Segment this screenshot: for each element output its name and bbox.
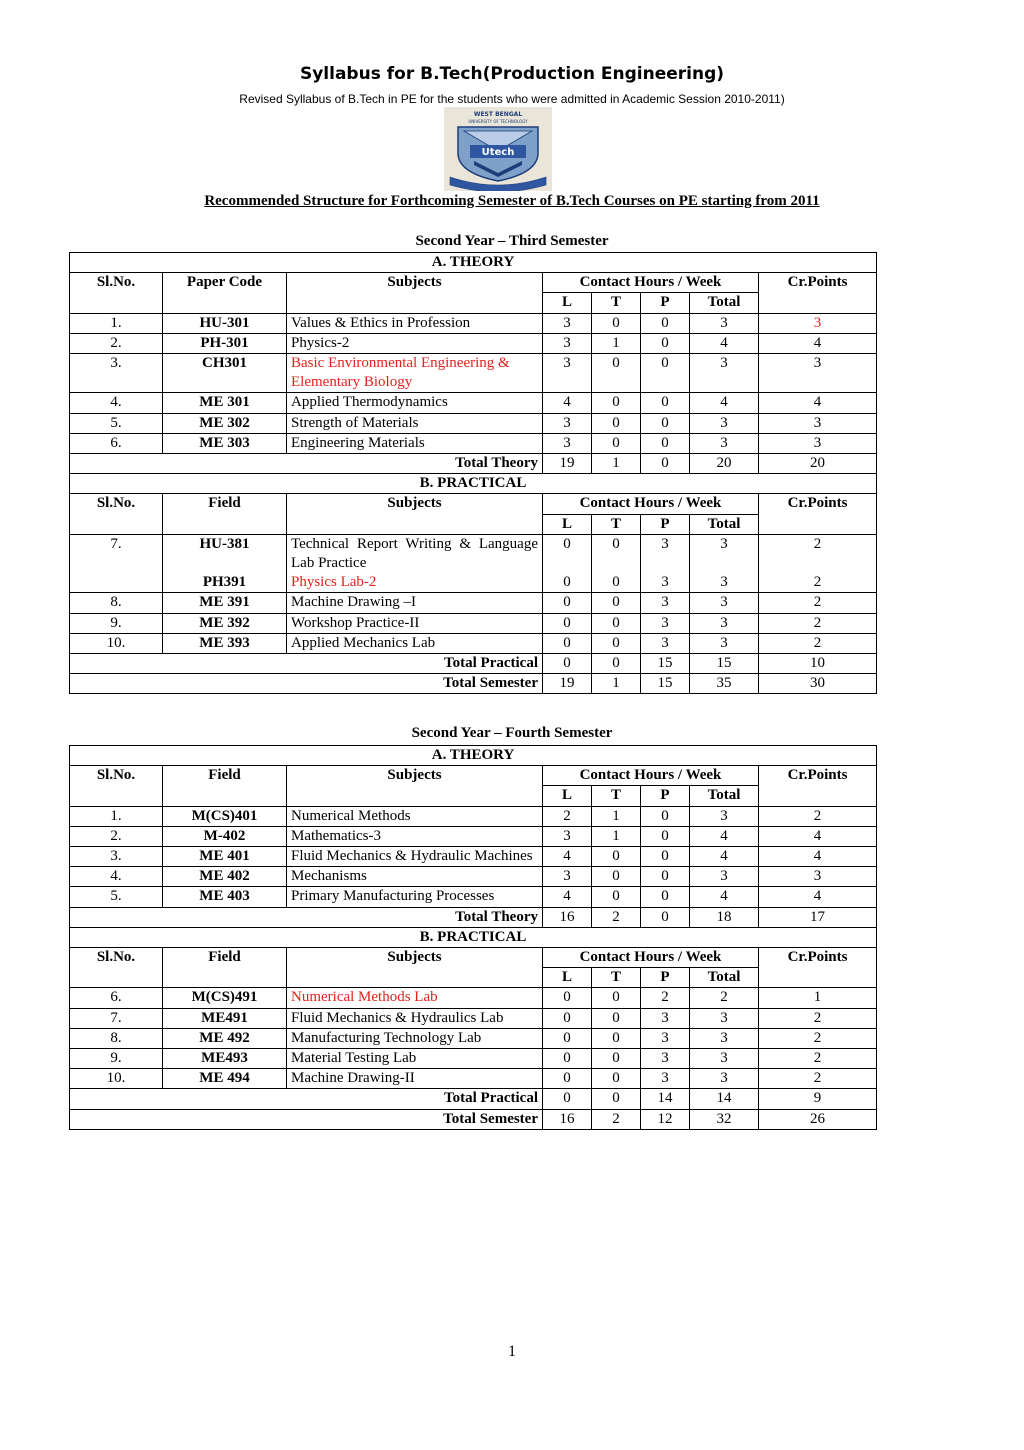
total-practical-row [70,1089,877,1109]
row-p: 3 [641,573,690,593]
row-p: 0 [641,313,690,333]
row-subject: Basic Environmental Engineering & Elementary Biology [287,354,543,393]
row-l: 4 [543,847,592,867]
header-subjects: Subjects [287,273,543,313]
row-p: 3 [641,1028,690,1048]
row-l: 0 [543,1008,592,1028]
header-cr-points: Cr.Points [759,273,877,313]
table-row [70,847,877,867]
row-l: 0 [543,1049,592,1069]
table-row [70,333,877,353]
table-row [70,988,877,1008]
row-code: ME 302 [163,413,287,433]
row-cr: 2 [759,593,877,613]
row-t: 0 [592,847,641,867]
row-code: ME 392 [163,613,287,633]
row-subject: Strength of Materials [287,413,543,433]
row-l: 3 [543,433,592,453]
row-subject: Workshop Practice-II [287,613,543,633]
row-p: 3 [641,613,690,633]
table-row [70,1049,877,1069]
total-total: 35 [690,674,759,694]
table-row [70,613,877,633]
row-l: 0 [543,1028,592,1048]
table-row [70,393,877,413]
header-p: P [641,786,690,806]
total-total: 18 [690,907,759,927]
row-code: ME 401 [163,847,287,867]
row-cr: 2 [759,1008,877,1028]
row-p: 0 [641,433,690,453]
page-title: Syllabus for B.Tech(Production Engineering) [299,64,725,84]
table-header-row [70,494,877,514]
table-row [70,867,877,887]
row-p: 0 [641,887,690,907]
total-p: 12 [641,1109,690,1129]
total-theory-row [70,454,877,474]
row-subject: Machine Drawing –I [287,593,543,613]
row-cr: 1 [759,988,877,1008]
row-l: 2 [543,806,592,826]
header-p: P [641,968,690,988]
row-t: 0 [592,593,641,613]
row-total: 3 [690,573,759,593]
header-total: Total [690,293,759,313]
header-subjects: Subjects [287,494,543,534]
total-cr: 26 [759,1109,877,1129]
total-p: 15 [641,674,690,694]
total-total: 15 [690,654,759,674]
header-l: L [543,514,592,534]
row-total: 3 [690,1028,759,1048]
row-cr: 3 [759,433,877,453]
row-p: 0 [641,826,690,846]
row-subject: Applied Mechanics Lab [287,633,543,653]
row-cr: 4 [759,826,877,846]
section-heading: Recommended Structure for Forthcoming Semester of B.Tech Courses on PE starting from 2011 [204,193,820,209]
row-total: 2 [690,988,759,1008]
row-t: 1 [592,826,641,846]
header-slno: Sl.No. [70,948,163,988]
row-cr: 2 [759,573,877,593]
header-t: T [592,514,641,534]
table-header-row [70,766,877,786]
row-p: 0 [641,393,690,413]
total-total: 20 [690,454,759,474]
header-slno: Sl.No. [70,494,163,534]
header-l: L [543,293,592,313]
row-t: 0 [592,534,641,573]
row-subject: Physics-2 [287,333,543,353]
row-l: 3 [543,333,592,353]
row-t: 0 [592,433,641,453]
row-t: 0 [592,573,641,593]
table-row [70,633,877,653]
header-p: P [641,293,690,313]
header-t: T [592,293,641,313]
row-slno: 4. [70,393,163,413]
row-slno: 6. [70,433,163,453]
total-t: 1 [592,674,641,694]
row-subject: Numerical Methods Lab [287,988,543,1008]
row-slno: 3. [70,354,163,393]
total-t: 2 [592,907,641,927]
row-p: 3 [641,593,690,613]
row-code: ME493 [163,1049,287,1069]
row-total: 3 [690,867,759,887]
row-l: 3 [543,826,592,846]
row-t: 0 [592,413,641,433]
total-practical-row [70,654,877,674]
row-l: 0 [543,534,592,573]
row-subject: Engineering Materials [287,433,543,453]
header-t: T [592,786,641,806]
practical-label: B. PRACTICAL [70,474,877,494]
row-subject: Primary Manufacturing Processes [287,887,543,907]
row-slno: 9. [70,1049,163,1069]
total-semester-row [70,1109,877,1129]
row-t: 0 [592,1028,641,1048]
row-total: 3 [690,1008,759,1028]
row-subject: Applied Thermodynamics [287,393,543,413]
row-slno: 1. [70,313,163,333]
row-cr: 3 [759,413,877,433]
row-p: 3 [641,534,690,573]
table-row [70,826,877,846]
row-code: ME491 [163,1008,287,1028]
header-t: T [592,968,641,988]
row-slno: 1. [70,806,163,826]
row-total: 4 [690,887,759,907]
row-cr: 4 [759,333,877,353]
row-slno: 4. [70,867,163,887]
row-l: 0 [543,633,592,653]
row-l: 0 [543,988,592,1008]
row-code: PH391 [163,573,287,593]
row-p: 3 [641,1008,690,1028]
header-cr-points: Cr.Points [759,948,877,988]
table-row [70,433,877,453]
header-subjects: Subjects [287,948,543,988]
row-t: 0 [592,313,641,333]
header-contact-hours: Contact Hours / Week [543,273,759,293]
row-cr: 2 [759,1069,877,1089]
row-t: 0 [592,613,641,633]
row-l: 0 [543,1069,592,1089]
total-t: 2 [592,1109,641,1129]
row-total: 4 [690,333,759,353]
theory-label: A. THEORY [70,253,877,273]
table-row [70,1028,877,1048]
row-p: 2 [641,988,690,1008]
header-contact-hours: Contact Hours / Week [543,494,759,514]
row-subject: Manufacturing Technology Lab [287,1028,543,1048]
total-p: 0 [641,454,690,474]
row-subject: Technical Report Writing & Language Lab Practice [287,534,543,573]
row-t: 0 [592,393,641,413]
theory-label-row [70,253,877,273]
row-slno: 10. [70,1069,163,1089]
header-total: Total [690,968,759,988]
row-code: ME 492 [163,1028,287,1048]
row-p: 0 [641,413,690,433]
row-total: 3 [690,806,759,826]
total-theory-label: Total Theory [70,454,543,474]
header-subjects: Subjects [287,766,543,806]
row-p: 3 [641,1069,690,1089]
header-total: Total [690,514,759,534]
table-row [70,534,877,573]
row-code: ME 494 [163,1069,287,1089]
row-subject: Values & Ethics in Profession [287,313,543,333]
practical-label: B. PRACTICAL [70,927,877,947]
university-logo [444,107,552,191]
row-code: HU-301 [163,313,287,333]
row-subject: Numerical Methods [287,806,543,826]
row-cr: 2 [759,1049,877,1069]
third-semester-table [69,252,877,694]
page-number: 1 [508,1343,516,1360]
row-code: M-402 [163,826,287,846]
header-p: P [641,514,690,534]
table-row [70,806,877,826]
row-slno: 2. [70,826,163,846]
row-code: ME 402 [163,867,287,887]
row-code: ME 403 [163,887,287,907]
row-total: 3 [690,1069,759,1089]
row-code: ME 301 [163,393,287,413]
row-t: 0 [592,887,641,907]
row-cr: 4 [759,887,877,907]
row-total: 4 [690,826,759,846]
fourth-semester-title: Second Year – Fourth Semester [411,725,613,741]
table-row [70,413,877,433]
header-slno: Sl.No. [70,273,163,313]
row-code: ME 391 [163,593,287,613]
total-total: 32 [690,1109,759,1129]
total-theory-label: Total Theory [70,907,543,927]
row-total: 3 [690,354,759,393]
theory-label-row [70,746,877,766]
header-paper-code: Paper Code [163,273,287,313]
row-l: 4 [543,887,592,907]
row-subject: Material Testing Lab [287,1049,543,1069]
header-slno: Sl.No. [70,766,163,806]
header-cr-points: Cr.Points [759,494,877,534]
row-t: 1 [592,333,641,353]
total-cr: 20 [759,454,877,474]
row-subject: Fluid Mechanics & Hydraulics Lab [287,1008,543,1028]
row-p: 3 [641,633,690,653]
row-slno: 5. [70,887,163,907]
row-code: CH301 [163,354,287,393]
total-semester-row [70,674,877,694]
header-field: Field [163,766,287,806]
row-cr: 3 [759,354,877,393]
row-l: 3 [543,354,592,393]
total-cr: 10 [759,654,877,674]
row-t: 0 [592,1049,641,1069]
row-total: 4 [690,847,759,867]
table-row [70,887,877,907]
total-cr: 17 [759,907,877,927]
total-p: 15 [641,654,690,674]
row-cr: 2 [759,613,877,633]
row-subject: Mechanisms [287,867,543,887]
row-code: M(CS)491 [163,988,287,1008]
row-total: 3 [690,534,759,573]
row-slno: 8. [70,1028,163,1048]
table-row [70,354,877,393]
row-cr: 4 [759,393,877,413]
row-p: 3 [641,1049,690,1069]
row-total: 3 [690,593,759,613]
logo-top-text: WEST BENGAL [473,111,523,118]
row-t: 0 [592,1069,641,1089]
header-l: L [543,786,592,806]
table-row [70,1008,877,1028]
page-subtitle: Revised Syllabus of B.Tech in PE for the students who were admitted in Academic Session 2010-2011) [239,92,785,106]
row-l: 0 [543,613,592,633]
row-subject: Mathematics-3 [287,826,543,846]
total-l: 16 [543,907,592,927]
row-code: HU-381 [163,534,287,573]
total-t: 0 [592,654,641,674]
row-l: 3 [543,413,592,433]
total-t: 0 [592,1089,641,1109]
row-slno: 8. [70,593,163,613]
table-header-row [70,948,877,968]
row-l: 0 [543,593,592,613]
row-cr: 3 [759,867,877,887]
row-total: 3 [690,613,759,633]
row-cr: 2 [759,1028,877,1048]
row-total: 3 [690,1049,759,1069]
row-subject: Fluid Mechanics & Hydraulic Machines [287,847,543,867]
row-t: 0 [592,633,641,653]
total-practical-label: Total Practical [70,1089,543,1109]
logo-name: Utech [481,147,515,158]
row-t: 0 [592,988,641,1008]
logo-sub-text: UNIVERSITY OF TECHNOLOGY [468,119,528,124]
header-field: Field [163,948,287,988]
row-slno: 7. [70,1008,163,1028]
total-semester-label: Total Semester [70,674,543,694]
total-l: 19 [543,454,592,474]
row-t: 1 [592,806,641,826]
table-row [70,313,877,333]
row-code: PH-301 [163,333,287,353]
row-subject: Machine Drawing-II [287,1069,543,1089]
row-slno: 7. [70,534,163,573]
total-l: 19 [543,674,592,694]
table-row [70,573,877,593]
row-code: ME 303 [163,433,287,453]
row-p: 0 [641,867,690,887]
row-p: 0 [641,847,690,867]
row-total: 3 [690,433,759,453]
total-l: 0 [543,654,592,674]
row-cr: 4 [759,847,877,867]
practical-label-row [70,927,877,947]
row-t: 0 [592,867,641,887]
total-total: 14 [690,1089,759,1109]
total-semester-label: Total Semester [70,1109,543,1129]
row-slno: 9. [70,613,163,633]
header-contact-hours: Contact Hours / Week [543,766,759,786]
total-theory-row [70,907,877,927]
total-cr: 30 [759,674,877,694]
total-t: 1 [592,454,641,474]
row-slno: 6. [70,988,163,1008]
table-row [70,1069,877,1089]
total-l: 0 [543,1089,592,1109]
total-cr: 9 [759,1089,877,1109]
total-p: 0 [641,907,690,927]
row-total: 3 [690,633,759,653]
row-p: 0 [641,354,690,393]
row-p: 0 [641,806,690,826]
row-cr: 2 [759,534,877,573]
row-subject: Physics Lab-2 [287,573,543,593]
row-slno: 10. [70,633,163,653]
row-l: 4 [543,393,592,413]
theory-label: A. THEORY [70,746,877,766]
row-l: 3 [543,313,592,333]
row-code: ME 393 [163,633,287,653]
row-slno: 2. [70,333,163,353]
table-row [70,593,877,613]
header-cr-points: Cr.Points [759,766,877,806]
third-semester-title: Second Year – Third Semester [415,233,609,249]
row-total: 3 [690,413,759,433]
row-t: 0 [592,1008,641,1028]
total-l: 16 [543,1109,592,1129]
row-cr: 3 [759,313,877,333]
row-code: M(CS)401 [163,806,287,826]
row-l: 0 [543,573,592,593]
header-field: Field [163,494,287,534]
row-slno: 5. [70,413,163,433]
practical-label-row [70,474,877,494]
header-total: Total [690,786,759,806]
row-slno: 3. [70,847,163,867]
row-cr: 2 [759,633,877,653]
header-contact-hours: Contact Hours / Week [543,948,759,968]
header-l: L [543,968,592,988]
row-l: 3 [543,867,592,887]
row-t: 0 [592,354,641,393]
total-practical-label: Total Practical [70,654,543,674]
row-total: 3 [690,313,759,333]
row-total: 4 [690,393,759,413]
row-p: 0 [641,333,690,353]
row-cr: 2 [759,806,877,826]
fourth-semester-table [69,745,877,1130]
table-header-row [70,273,877,293]
total-p: 14 [641,1089,690,1109]
